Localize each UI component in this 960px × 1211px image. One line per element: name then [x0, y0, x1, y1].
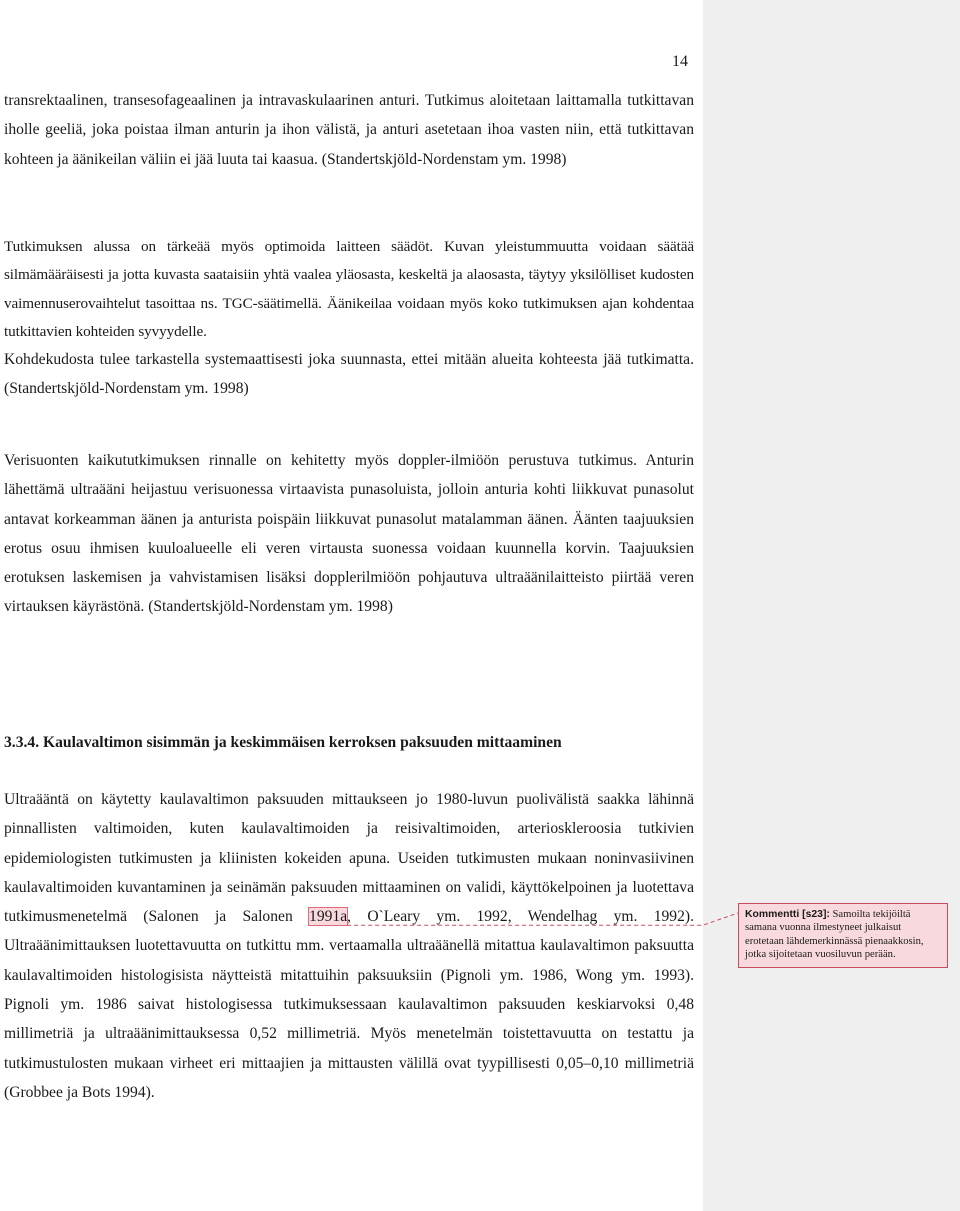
paragraph-doppler [4, 446, 694, 622]
paragraph-text-part: Ultraääntä on käytetty kaulavaltimon paksuuden mittaukseen jo 1980-luvun puolivälistä saakka lähinnä pinnallisten valtimoiden, kuten kaulavaltimoiden ja reisivaltimoiden, arterioskleroosia tutkivien epidemiologisten tutkimusten ja kliinisten kokeiden apuna. Useiden tutkimusten mukaan noninvasiivinen kaulavaltimoiden kuvantaminen ja seinämän paksuuden mittaaminen on validi, käyttökelpoinen ja luotettava tutkimusmenetelmä (Salonen ja Salonen [4, 791, 694, 926]
section-heading: 3.3.4. Kaulavaltimon sisimmän ja keskimmäisen kerroksen paksuuden mittaaminen [4, 734, 562, 751]
paragraph-text: transrektaalinen, transesofageaalinen ja intravaskulaarinen anturi. Tutkimus aloitetaan laittamalla tutkittavan iholle geeliä, joka poistaa ilman anturin ja ihon välistä, ja anturi asetetaan ihoa vasten niin, että tutkittavan kohteen ja äänikeilan väliin ei jää luuta tai kaasua. (Standertskjöld-Nordenstam ym. 1998) [4, 92, 694, 168]
paragraph-text: Tutkimuksen alussa on tärkeää myös optimoida laitteen säädöt. Kuvan yleistummuutta voidaan säätää silmämääräisesti ja jotta kuvasta saataisiin yhtä vaalea yläosasta, keskeltä ja alaosasta, täytyy yksilölliset kudosten vaimennuserovaihtelut tasoittaa ns. TGC-säätimellä. Äänikeilaa voidaan myös koko tutkimuksen ajan kohdentaa tutkittavien kohteiden syvyydelle. [4, 238, 694, 340]
paragraph-text: Verisuonten kaikututkimuksen rinnalle on kehitetty myös doppler-ilmiöön perustuva tutkimus. Anturin lähettämä ultraääni heijastuu verisuonessa virtaavista punasoluista, jolloin anturia kohti liikkuvat punasolut antavat korkeamman äänen ja anturista poispäin liikkuvat punasolut matalamman äänen. Äänten taajuuksien erotus osuu ihmisen kuuloalueelle eli veren virtausta suonessa voidaan kuunnella korvin. Taajuuksien erotuksen laskemisen ja vahvistamisen lisäksi dopplerilmiöön pohjautuva ultraäänilaitteisto piirtää veren virtauksen käyrästönä. (Standertskjöld-Nordenstam ym. 1998) [4, 452, 694, 616]
paragraph-carotid-thickness [4, 785, 694, 1107]
page-number: 14 [672, 53, 688, 70]
paragraph-text: Kohdekudosta tulee tarkastella systemaattisesti joka suunnasta, ettei mitään alueita kohteesta jää tutkimatta. (Standertskjöld-Nordenstam ym. 1998) [4, 351, 694, 397]
comment-balloon[interactable] [738, 903, 948, 968]
comment-margin-pane [703, 0, 960, 1211]
paragraph-device-settings [4, 233, 694, 403]
comment-anchor-highlight[interactable]: 1991a [309, 908, 348, 926]
paragraph-ultrasound-probes [4, 86, 694, 174]
paragraph-text-part: , O`Leary ym. 1992, Wendelhag ym. 1992). Ultraäänimittauksen luotettavuutta on tutkittu mm. vertaamalla ultraäänellä mitattua kaulavaltimon paksuutta kaulavaltimoiden histologisista näytteistä mitattuihin paksuuksiin (Pignoli ym. 1986, Wong ym. 1993). Pignoli ym. 1986 saivat histologisessa tutkimuksessaan kaulavaltimon paksuuden keskiarvoksi 0,48 millimetriä ja ultraäänimittauksessa 0,52 millimetriä. Myös menetelmän toistettavuutta on testattu ja tutkimustulosten mukaan virheet eri mittaajien ja mittausten välillä ovat tyypillisesti 0,05–0,10 millimetriä (Grobbee ja Bots 1994). [4, 908, 694, 1101]
comment-text: Samoilta tekijöiltä samana vuonna ilmestyneet julkaisut erotetaan lähdemerkinnässä pienaakkosin, jotka sijoitetaan vuosiluvun perään. [745, 909, 924, 961]
paragraph-text [4, 785, 694, 1107]
comment-label: Kommentti [s23]: [745, 909, 830, 920]
